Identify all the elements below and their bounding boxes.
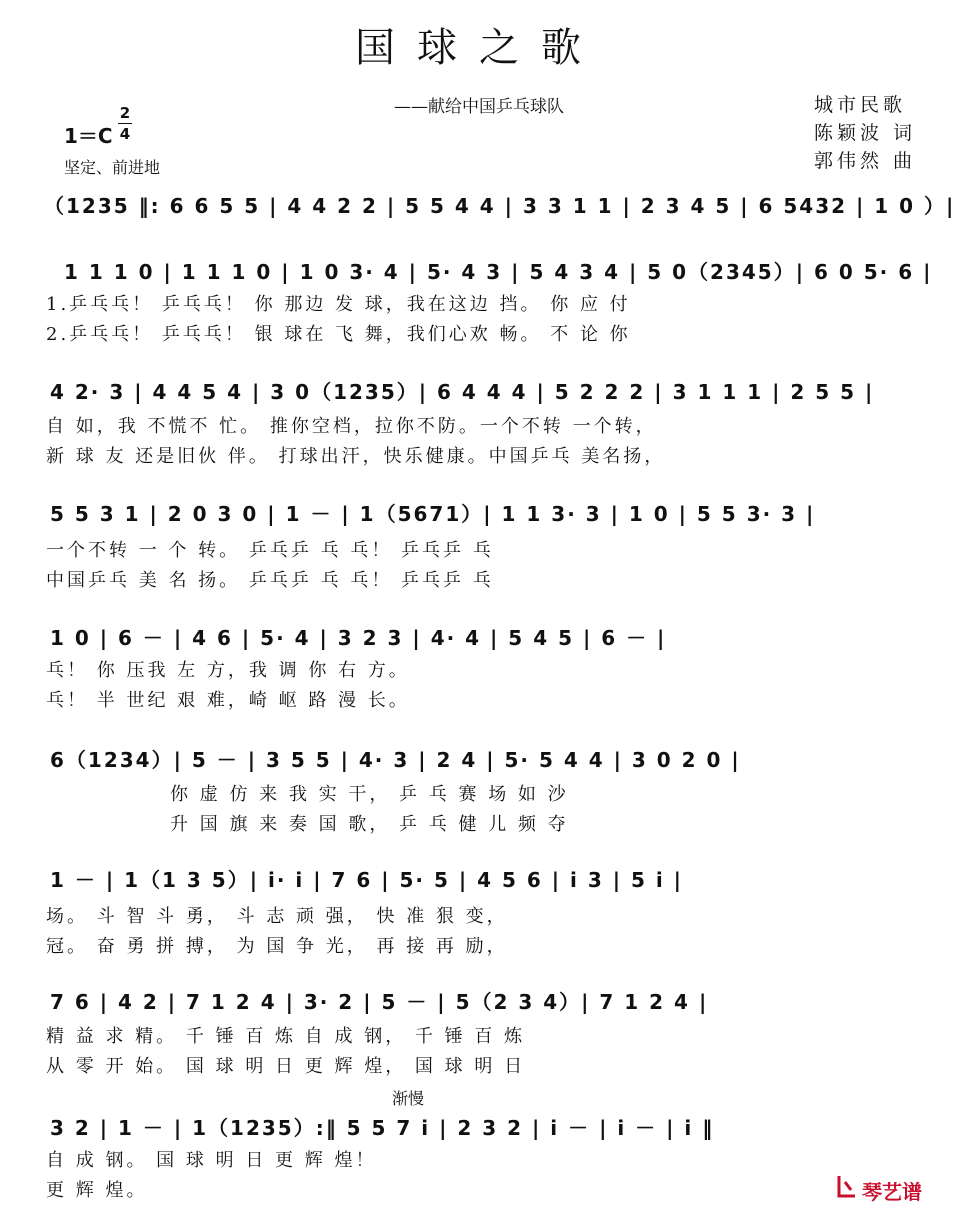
time-signature-divider <box>118 123 132 124</box>
system-6-notes: 6（1234）| 5 － | 3 5 5 | 4· 3 | 2 4 | 5· 5 4 4 | 3 0 2 0 | <box>50 748 741 772</box>
qinyipu-logo-icon <box>836 1172 858 1200</box>
system-4-lyric-verse-2: 中国乒乓 美 名 扬。 乒乓乒 乓 乓！ 乒乓乒 乓 <box>46 570 494 591</box>
system-9-lyric-verse-1: 自 成 钢。 国 球 明 日 更 辉 煌！ <box>46 1150 377 1171</box>
system-5-notes: 1 0 | 6 － | 4 6 | 5· 4 | 3 2 3 | 4· 4 | 5 4 5 | 6 － | <box>50 626 667 650</box>
time-signature <box>118 104 132 143</box>
system-7-lyric-verse-1: 场。 斗 智 斗 勇， 斗 志 顽 强， 快 准 狠 变， <box>46 906 508 927</box>
system-4-lyric-verse-1: 一个不转 一 个 转。 乒乓乒 乓 乓！ 乒乓乒 乓 <box>46 540 494 561</box>
rit-marking: 渐慢 <box>392 1089 425 1108</box>
key-signature: 1＝C <box>64 124 113 148</box>
system-6-lyric-verse-2: 升 国 旗 来 奏 国 歌， 乒 乓 健 儿 频 夺 <box>170 814 569 835</box>
system-9-notes: 3 2 | 1 － | 1（1235）:‖ 5 5 7 i | 2 3 2 | i － | i － | i ‖ <box>50 1116 715 1140</box>
time-signature-top: 2 <box>119 104 131 122</box>
song-subtitle: ——献给中国乒乓球队 <box>394 97 564 117</box>
tempo-marking: 坚定、前进地 <box>64 158 161 177</box>
watermark-text: 琴艺谱 <box>862 1180 922 1204</box>
system-3-lyric-verse-2: 新 球 友 还是旧伙 伴。 打球出汗，快乐健康。中国乒乓 美名扬， <box>46 446 666 467</box>
system-7-lyric-verse-2: 冠。 奋 勇 拼 搏， 为 国 争 光， 再 接 再 励， <box>46 936 508 957</box>
system-7-notes: 1 － | 1（1 3 5）| i· i | 7 6 | 5· 5 | 4 5 6 | i 3 | 5 i | <box>50 868 683 892</box>
system-2-lyric-verse-2: 2.乒乓乓！ 乒乓乓！ 银 球在 飞 舞，我们心欢 畅。 不 论 你 <box>46 324 631 345</box>
credit-lyricist: 陈颖波 词 <box>814 122 917 144</box>
system-5-lyric-verse-2: 乓！ 半 世纪 艰 难，崎 岖 路 漫 长。 <box>46 690 410 711</box>
system-3-lyric-verse-1: 自 如，我 不慌不 忙。 推你空档，拉你不防。一个不转 一个转， <box>46 416 657 437</box>
system-8-lyric-verse-1: 精 益 求 精。 千 锤 百 炼 自 成 钢， 千 锤 百 炼 <box>46 1026 526 1047</box>
credit-source: 城市民歌 <box>814 94 907 116</box>
system-5-lyric-verse-1: 乓！ 你 压我 左 方，我 调 你 右 方。 <box>46 660 410 681</box>
system-8-lyric-verse-2: 从 零 开 始。 国 球 明 日 更 辉 煌， 国 球 明 日 <box>46 1056 526 1077</box>
system-3-notes: 4 2· 3 | 4 4 5 4 | 3 0（1235）| 6 4 4 4 | 5 2 2 2 | 3 1 1 1 | 2 5 5 | <box>50 380 875 404</box>
system-6-lyric-verse-1: 你 虚 仿 来 我 实 干， 乒 乓 赛 场 如 沙 <box>170 784 569 805</box>
song-title: 国球之歌 <box>355 25 603 71</box>
system-8-notes: 7 6 | 4 2 | 7 1 2 4 | 3· 2 | 5 － | 5（2 3 4）| 7 1 2 4 | <box>50 990 709 1014</box>
system-4-notes: 5 5 3 1 | 2 0 3 0 | 1 － | 1（5671）| 1 1 3· 3 | 1 0 | 5 5 3· 3 | <box>50 502 816 526</box>
system-2-lyric-verse-1: 1.乒乓乓！ 乒乓乓！ 你 那边 发 球，我在这边 挡。 你 应 付 <box>46 294 631 315</box>
system-9-lyric-verse-2: 更 辉 煌。 <box>46 1180 148 1201</box>
system-2-notes: 1 1 1 0 | 1 1 1 0 | 1 0 3· 4 | 5· 4 3 | 5 4 3 4 | 5 0（2345）| 6 0 5· 6 | <box>64 260 933 284</box>
system-1-notes: （1235 ‖: 6 6 5 5 | 4 4 2 2 | 5 5 4 4 | 3 3 1 1 | 2 3 4 5 | 6 5432 | 1 0 ）| <box>44 194 956 218</box>
time-signature-bottom: 4 <box>119 125 131 143</box>
credit-composer: 郭伟然 曲 <box>814 150 917 172</box>
